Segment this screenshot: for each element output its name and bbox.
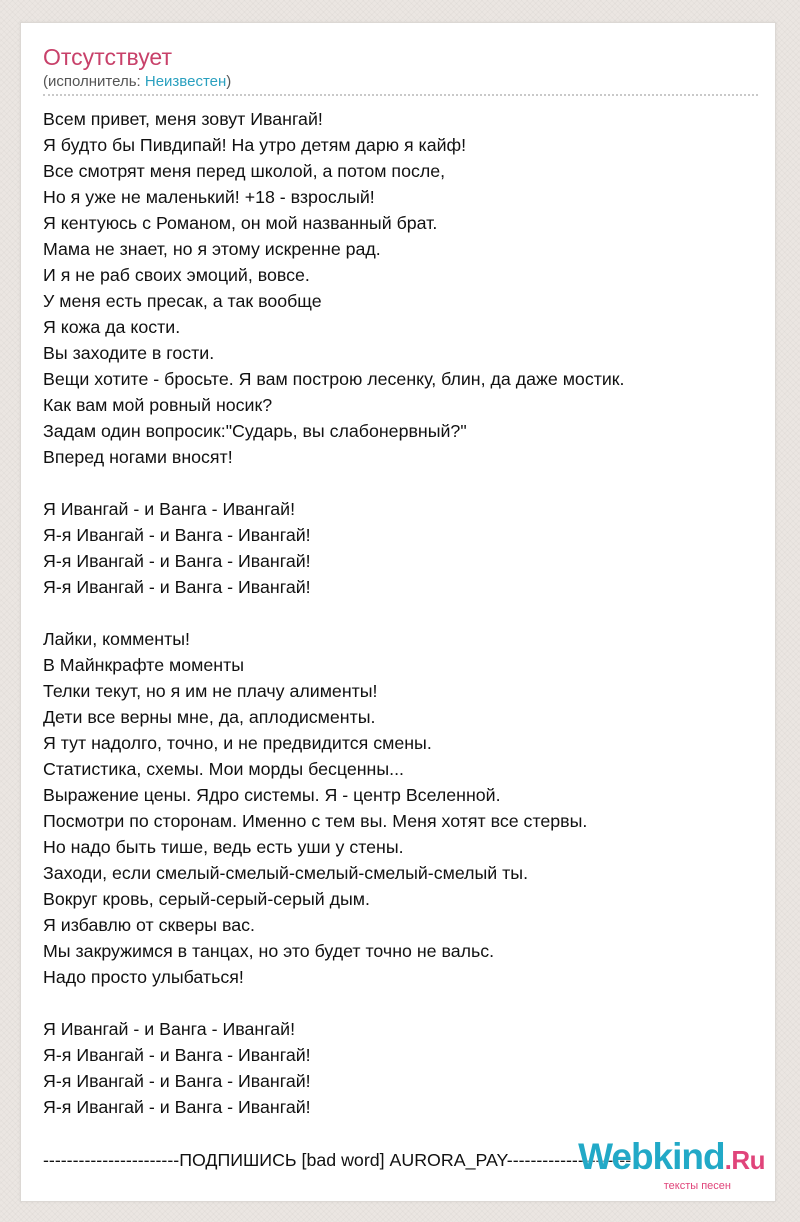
lyric-line: Мы закружимся в танцах, но это будет точно не вальс. <box>43 941 495 961</box>
lyric-line: Статистика, схемы. Мои морды бесценны... <box>43 759 404 779</box>
lyric-line: Выражение цены. Ядро системы. Я - центр Вселенной. <box>43 785 501 805</box>
lyric-line: Вперед ногами вносят! <box>43 447 233 467</box>
lyric-line: Как вам мой ровный носик? <box>43 395 273 415</box>
lyric-line: Мама не знает, но я этому искренне рад. <box>43 239 381 259</box>
lyrics-card <box>20 22 776 1202</box>
lyric-line: Я кожа да кости. <box>43 317 181 337</box>
lyric-line: Я-я Ивангай - и Ванга - Ивангай! <box>43 1097 311 1117</box>
lyric-line: Всем привет, меня зовут Ивангай! <box>43 109 323 129</box>
lyric-line: Лайки, комменты! <box>43 629 190 649</box>
footer-line: -----------------------ПОДПИШИСЬ [bad word] AURORA_PAY--------------------- <box>43 1150 632 1170</box>
lyric-line: И я не раб своих эмоций, вовсе. <box>43 265 310 285</box>
lyric-line <box>43 990 763 1016</box>
watermark-logo <box>555 1137 765 1180</box>
dotted-divider <box>43 94 758 96</box>
lyric-line: Я-я Ивангай - и Ванга - Ивангай! <box>43 1071 311 1091</box>
lyric-line: Я-я Ивангай - и Ванга - Ивангай! <box>43 551 311 571</box>
watermark-brand: Webkind <box>578 1136 725 1177</box>
watermark-domain: .Ru <box>724 1145 765 1175</box>
lyric-line: Я избавлю от скверы вас. <box>43 915 255 935</box>
lyric-line: Я-я Ивангай - и Ванга - Ивангай! <box>43 577 311 597</box>
lyric-line: Телки текут, но я им не плачу алименты! <box>43 681 378 701</box>
lyric-line: Я будто бы Пивдипай! На утро детям дарю я кайф! <box>43 135 467 155</box>
lyric-line: Но надо быть тише, ведь есть уши у стены. <box>43 837 404 857</box>
lyric-line: Я Ивангай - и Ванга - Ивангай! <box>43 499 296 519</box>
lyric-line: Я тут надолго, точно, и не предвидится смены. <box>43 733 432 753</box>
lyric-line: Заходи, если смелый-смелый-смелый-смелый-смелый ты. <box>43 863 529 883</box>
lyric-line: Я-я Ивангай - и Ванга - Ивангай! <box>43 1045 311 1065</box>
lyric-line: Я-я Ивангай - и Ванга - Ивангай! <box>43 525 311 545</box>
artist-prefix: (исполнитель: <box>43 73 145 90</box>
webkind-watermark <box>555 1137 765 1193</box>
artist-link[interactable]: Неизвестен <box>144 73 227 90</box>
lyric-line: Надо просто улыбаться! <box>43 967 244 987</box>
artist-line <box>43 72 231 91</box>
lyric-line: Я Ивангай - и Ванга - Ивангай! <box>43 1019 296 1039</box>
lyric-line: Дети все верны мне, да, аплодисменты. <box>43 707 376 727</box>
lyrics-text <box>43 106 763 1120</box>
lyric-line: Посмотри по сторонам. Именно с тем вы. Меня хотят все стервы. <box>43 811 588 831</box>
watermark-subtitle: тексты песен <box>663 1180 731 1192</box>
artist-suffix: ) <box>226 73 232 90</box>
song-title: Отсутствует <box>43 44 172 70</box>
lyric-line <box>43 600 763 626</box>
lyric-line: Я кентуюсь с Романом, он мой названный брат. <box>43 213 438 233</box>
lyric-line: У меня есть пресак, а так вообще <box>43 291 322 311</box>
lyric-line: Задам один вопросик:"Сударь, вы слабонервный?" <box>43 421 467 441</box>
lyric-line <box>43 470 763 496</box>
lyric-line: В Майнкрафте моменты <box>43 655 244 675</box>
lyric-line: Вокруг кровь, серый-серый-серый дым. <box>43 889 370 909</box>
lyric-line: Все смотрят меня перед школой, а потом после, <box>43 161 446 181</box>
lyric-line: Но я уже не маленький! +18 - взрослый! <box>43 187 375 207</box>
lyric-line: Вещи хотите - бросьте. Я вам построю лесенку, блин, да даже мостик. <box>43 369 625 389</box>
lyric-line: Вы заходите в гости. <box>43 343 215 363</box>
